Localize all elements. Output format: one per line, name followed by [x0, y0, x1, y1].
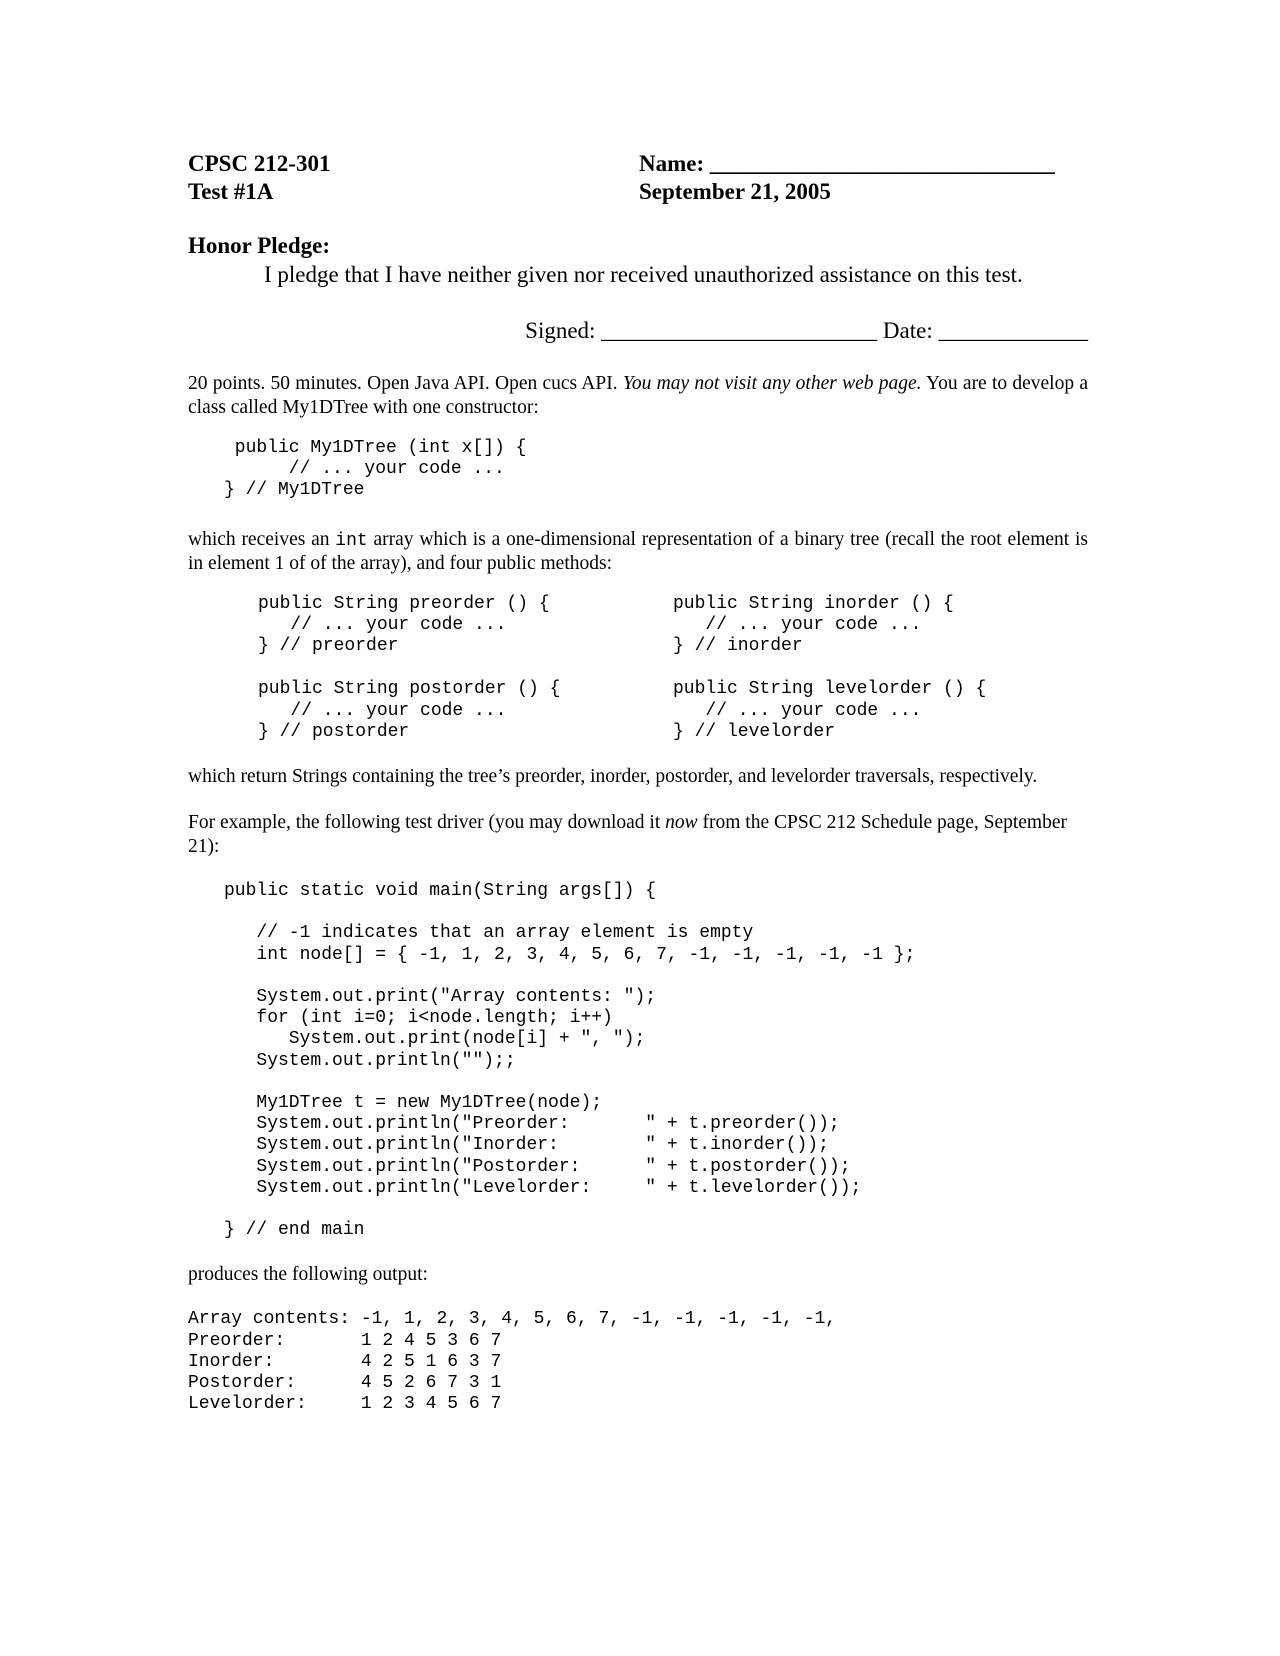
signature-line: Signed: ________________________ Date: _____________	[525, 318, 1088, 343]
levelorder-code: public String levelorder () { // ... your code ... } // levelorder	[673, 679, 987, 742]
array-text-2: array which is a one-dimensional representation of a binary tree (recall the root element is in element 1 of of the array), and four public methods:	[188, 528, 1088, 574]
example-paragraph	[188, 811, 1088, 859]
output-code: Array contents: -1, 1, 2, 3, 4, 5, 6, 7, -1, -1, -1, -1, -1, Preorder: 1 2 4 5 3 6 7 Inorder: 4 2 5 1 6 3 7 Postorder: 4 5 2 6 7 3 1 Levelorder: 1 2 3 4 5 6 7	[188, 1309, 837, 1415]
intro-text-2: You are to develop a class called My1DTree with one constructor:	[188, 373, 1088, 418]
constructor-code: public My1DTree (int x[]) { // ... your code ... } // My1DTree	[224, 438, 527, 501]
return-paragraph: which return Strings containing the tree’s preorder, inorder, postorder, and levelorder traversals, respectively.	[188, 766, 1038, 788]
inorder-code: public String inorder () { // ... your code ... } // inorder	[673, 593, 954, 657]
preorder-code: public String preorder () { // ... your code ... } // preorder	[258, 593, 550, 657]
intro-paragraph	[188, 372, 1088, 420]
postorder-code: public String postorder () { // ... your code ... } // postorder	[258, 679, 561, 742]
example-italic: now	[665, 812, 698, 834]
example-text-2: from the CPSC 212 Schedule page, September 21):	[188, 812, 1067, 858]
array-paragraph	[188, 528, 1088, 576]
course-title: CPSC 212-301	[188, 151, 331, 176]
array-text-1: which receives an	[188, 528, 336, 550]
header	[188, 150, 1088, 206]
test-date: September 21, 2005	[639, 179, 831, 204]
methods-block	[258, 594, 1088, 743]
pledge-text: I pledge that I have neither given nor received unauthorized assistance on this test.	[264, 262, 1023, 287]
test-title: Test #1A	[188, 179, 274, 204]
pledge-title: Honor Pledge:	[188, 233, 331, 258]
intro-italic: You may not visit any other web page.	[622, 373, 922, 394]
produces-paragraph: produces the following output:	[188, 1264, 428, 1286]
intro-text-1: 20 points. 50 minutes. Open Java API. Open cucs API.	[188, 373, 623, 394]
driver-code: public static void main(String args[]) { // -1 indicates that an array element is empty int node[] = { -1, 1, 2, 3, 4, 5, 6, 7, -1, -1, -1, -1, -1 }; System.out.print("Array contents: "); for (int i=0; i<node.length; i++) System.out.print(node[i] + ", "); System.out.println("");; My1DTree t = new My1DTree(node); System.out.println("Preorder: " + t.preorder()); System.out.println("Inorder: " + t.inorder()); System.out.println("Postorder: " + t.postorder()); System.out.println("Levelorder: " + t.levelorder()); } // end main	[224, 881, 916, 1241]
example-text-1: For example, the following test driver (you may download it	[188, 812, 666, 834]
test-page	[188, 150, 1088, 1416]
name-field: Name: ______________________________	[639, 151, 1055, 176]
array-text-code: int	[335, 530, 368, 551]
